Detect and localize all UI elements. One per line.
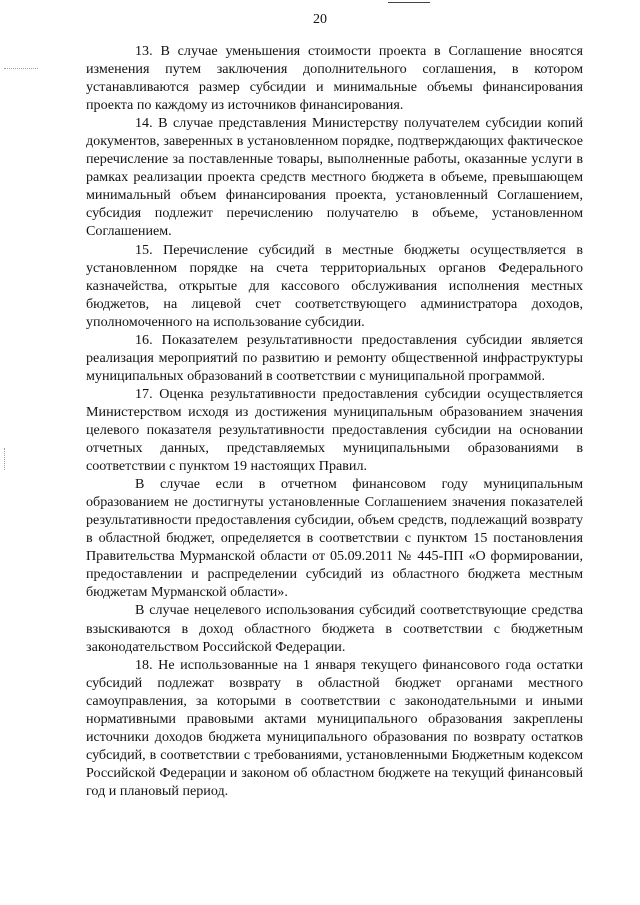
paragraph-16: 16. Показателем результативности предоставления субсидии является реализация мероприятий по развитию и ремонту общественной инфраструктуры муниципальных образований в соответствии с муниципальной программой. — [86, 331, 583, 384]
scan-mark — [388, 2, 430, 3]
paragraph-18: 18. Не использованные на 1 января текущего финансового года остатки субсидий подлежат возврату в областной бюджет органами местного самоуправления, за которыми в соответствии с законодательными и иными нормативными правовыми актами муниципального образования закреплены источники доходов бюджета муниципального образования по возврату остатков субсидий, в соответствии с требованиями, установленными Бюджетным кодексом Российской Федерации и законом об областном бюджете на текущий финансовый год и плановый период. — [86, 656, 583, 799]
scan-mark — [4, 448, 6, 470]
paragraph-13: 13. В случае уменьшения стоимости проекта в Соглашение вносятся изменения путем заключения дополнительного соглашения, в котором устанавливаются размер субсидии и минимальные объемы финансирования проекта по каждому из источников финансирования. — [86, 43, 583, 114]
paragraph-14: 14. В случае представления Министерству получателем субсидии копий документов, заверенных в установленном порядке, подтверждающих фактическое перечисление за поставленные товары, выполненные работы, оказанные услуги в рамках реализации проекта средств местного бюджета в объеме, превышающем минимальный объем финансирования проекта, установленный Соглашением, субсидия подлежит перечислению получателю в объеме, установленном Соглашением. — [86, 115, 583, 240]
paragraph-17-refund: В случае если в отчетном финансовом году муниципальным образованием не достигнуты установленные Соглашением значения показателей результативности предоставления субсидии, объем средств, подлежащий возврату в областной бюджет, определяется в соответствии с пунктом 15 постановления Правительства Мурманской области от 05.09.2011 № 445-ПП «О формировании, предоставлении и распределении субсидий из областного бюджета местным бюджетам Мурманской области». — [86, 476, 583, 601]
paragraph-17-misuse: В случае нецелевого использования субсидий соответствующие средства взыскиваются в доход областного бюджета в соответствии с бюджетным законодательством Российской Федерации. — [86, 602, 583, 655]
page-number: 20 — [313, 12, 327, 27]
paragraph-17: 17. Оценка результативности предоставления субсидии осуществляется Министерством исходя из достижения муниципальным образованием значения целевого показателя результативности предоставления субсидии на основании отчетных данных, представляемых муниципальными образованиями в соответствии с пунктом 19 настоящих Правил. — [86, 385, 583, 475]
paragraph-15: 15. Перечисление субсидий в местные бюджеты осуществляется в установленном порядке на счета территориальных органов Федерального казначейства, открытые для кассового обслуживания исполнения местных бюджетов, на лицевой счет соответствующего администратора доходов, уполномоченного на использование субсидии. — [86, 241, 583, 330]
document-body — [86, 42, 583, 800]
scan-mark — [4, 68, 38, 70]
